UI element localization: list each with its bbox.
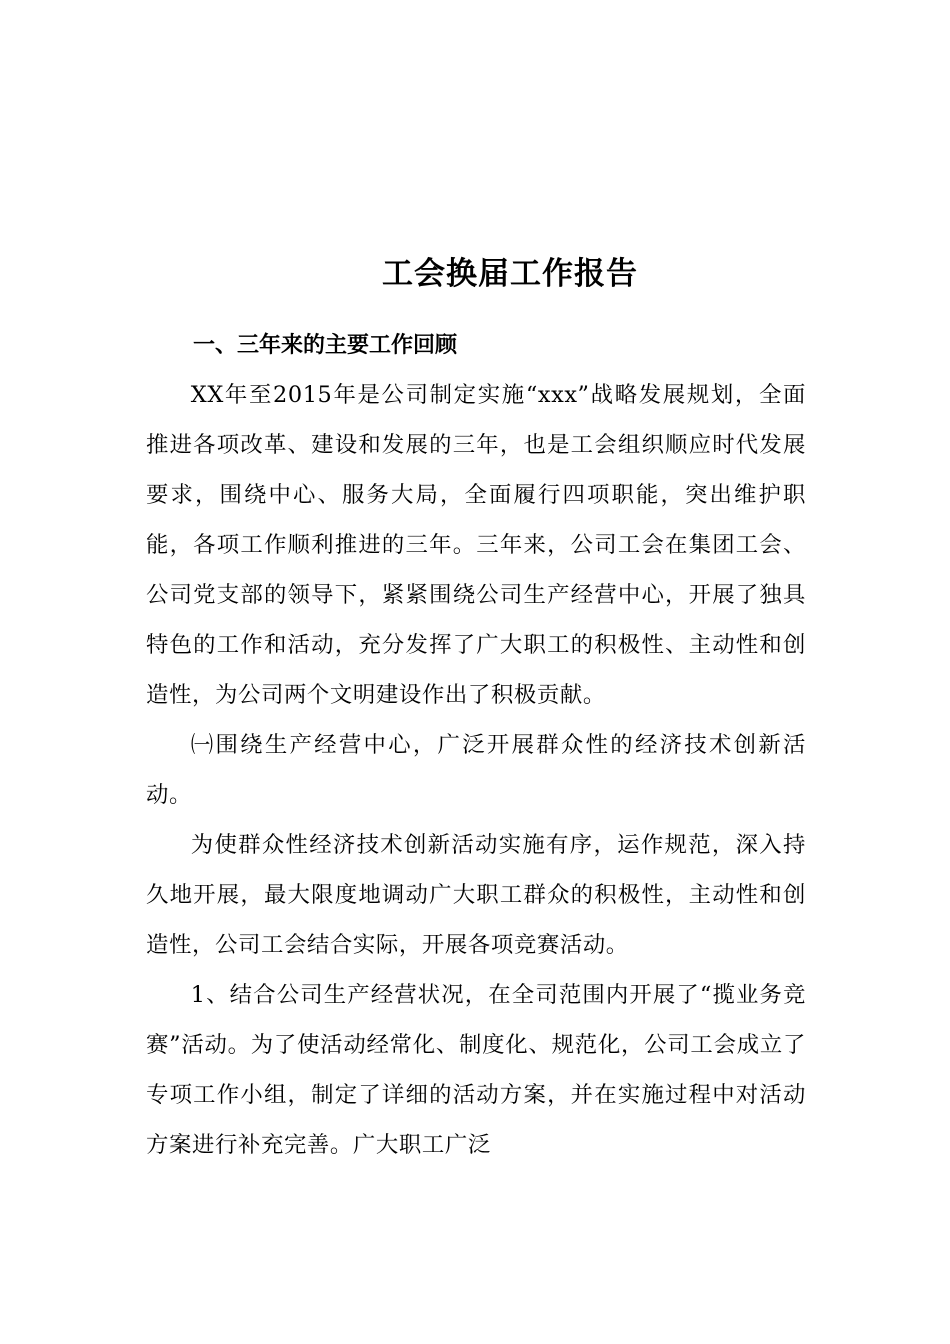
document-body xyxy=(146,370,806,1170)
paragraph-subheading: ㈠围绕生产经营中心，广泛开展群众性的经济技术创新活动。 xyxy=(146,732,806,808)
paragraph-intro: XX年至2015年是公司制定实施“xxx”战略发展规划，全面推进各项改革、建设和发展的三年，也是工会组织顺应时代发展要求，围绕中心、服务大局，全面履行四项职能，突出维护职能，各项工作顺利推进的三年。三年来，公司工会在集团工会、公司党支部的领导下，紧紧围绕公司生产经营中心，开展了独具特色的工作和活动，充分发挥了广大职工的积极性、主动性和创造性，为公司两个文明建设作出了积极贡献。 xyxy=(146,382,806,708)
paragraph-innovation: 为使群众性经济技术创新活动实施有序，运作规范，深入持久地开展，最大限度地调动广大职工群众的积极性，主动性和创造性，公司工会结合实际，开展各项竞赛活动。 xyxy=(146,832,806,958)
document-title: 工会换届工作报告 xyxy=(382,256,638,292)
section-heading: 一、三年来的主要工作回顾 xyxy=(193,333,458,358)
paragraph-item-1: 1、结合公司生产经营状况，在全司范围内开展了“揽业务竞赛”活动。为了使活动经常化、制度化、规范化，公司工会成立了专项工作小组，制定了详细的活动方案，并在实施过程中对活动方案进行补充完善。广大职工广泛 xyxy=(146,982,806,1158)
